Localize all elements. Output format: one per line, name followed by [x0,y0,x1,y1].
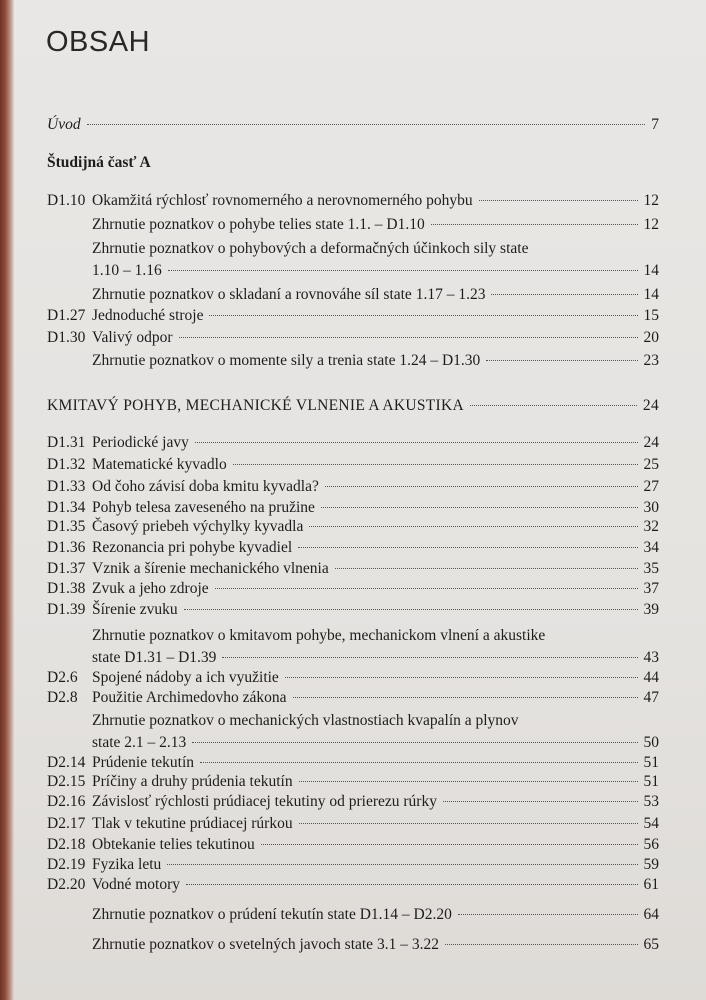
toc-entry-title[interactable]: Zhrnutie poznatkov o kmitavom pohybe, mechanickom vlnení a akustike [92,627,546,644]
dot-leader [87,124,646,125]
toc-entry-number: D2.14 [47,754,86,771]
toc-page-number: 7 [651,116,659,133]
dot-leader [491,294,637,295]
toc-page-number: 30 [643,499,659,516]
page-title: OBSAH [46,26,151,58]
dot-leader [261,844,638,845]
toc-entry-title: Spojené nádoby a ich využitie [92,669,279,686]
toc-entry-label: Úvod [47,116,81,133]
dot-leader [179,337,638,338]
toc-entry-title: Zhrnutie poznatkov o svetelných javoch state 3.1 – 3.22 [92,936,439,953]
dot-leader [431,224,638,225]
toc-entry-title[interactable]: Zhrnutie poznatkov o mechanických vlastnostiach kvapalín a plynov [92,712,519,729]
toc-entry[interactable] [92,815,659,833]
toc-entry-number: D1.33 [47,478,86,495]
toc-page-number: 61 [643,876,659,893]
dot-leader [285,677,638,678]
toc-entry-title: Príčiny a druhy prúdenia tekutín [92,773,293,790]
toc-page-number: 51 [643,773,659,790]
toc-entry[interactable] [92,518,659,536]
toc-entry-number: D1.37 [47,560,86,577]
toc-entry[interactable] [92,478,659,496]
dot-leader [293,697,638,698]
dot-leader [470,405,637,406]
toc-page-number: 39 [643,601,659,618]
toc-entry-title: Od čoho závisí doba kmitu kyvadla? [92,478,319,495]
toc-page-number: 35 [643,560,659,577]
toc-entry-title: Použitie Archimedovho zákona [92,689,287,706]
dot-leader [167,864,637,865]
dot-leader [168,270,638,271]
toc-entry-number: D1.36 [47,539,86,556]
toc-entry-number: D2.17 [47,815,86,832]
toc-entry[interactable] [92,352,659,370]
toc-entry[interactable] [92,601,659,619]
toc-entry-title: Časový priebeh výchylky kyvadla [92,518,304,535]
dot-leader [222,657,637,658]
toc-entry-number: D2.20 [47,876,86,893]
toc-page-number: 37 [643,580,659,597]
toc-entry-number: D2.18 [47,836,86,853]
dot-leader [299,781,638,782]
toc-entry[interactable] [92,286,659,304]
toc-entry[interactable] [92,856,659,874]
toc-entry-intro[interactable] [47,116,659,134]
toc-page-number: 59 [643,856,659,873]
toc-entry-title: Prúdenie tekutín [92,754,195,771]
toc-page-number: 24 [643,434,659,451]
toc-entry[interactable] [92,754,659,772]
toc-entry[interactable] [92,192,659,210]
toc-entry-title: Zhrnutie poznatkov o skladaní a rovnováhe síl state 1.17 – 1.23 [92,286,486,303]
toc-entry[interactable] [92,539,659,557]
toc-page-number: 50 [643,734,659,751]
toc-page-number: 65 [643,936,659,953]
toc-entry-title: Zhrnutie poznatkov o pohybe telies state 1.1. – D1.10 [92,216,425,233]
toc-entry-number: D1.38 [47,580,86,597]
toc-entry-number: D2.19 [47,856,86,873]
dot-leader [192,742,637,743]
dot-leader [233,464,638,465]
chapter-heading: KMITAVÝ POHYB, MECHANICKÉ VLNENIE A AKUSTIKA [47,397,464,414]
toc-entry-number: D2.15 [47,773,86,790]
toc-page-number: 12 [643,192,659,209]
toc-entry-number: D1.31 [47,434,86,451]
toc-entry-chapter[interactable] [47,397,659,415]
toc-page-number: 56 [643,836,659,853]
toc-entry-number: D1.30 [47,329,86,346]
toc-page-number: 34 [643,539,659,556]
dot-leader [335,568,638,569]
toc-entry-title: Šírenie zvuku [92,601,178,618]
toc-entry-number: D1.32 [47,456,86,473]
toc-entry[interactable] [92,434,659,452]
toc-entry-number: D1.27 [47,307,86,324]
toc-entry-title-cont: state 2.1 – 2.13 [92,734,187,751]
toc-entry-continuation[interactable] [92,649,659,667]
toc-entry-continuation[interactable] [92,734,659,752]
toc-entry-number: D1.34 [47,499,86,516]
toc-entry-title: Pohyb telesa zaveseného na pružine [92,499,315,516]
toc-entry-title: Zhrnutie poznatkov o momente sily a trenia state 1.24 – D1.30 [92,352,481,369]
dot-leader [445,944,638,945]
toc-entry[interactable] [92,906,659,924]
dot-leader [186,884,638,885]
toc-entry[interactable] [92,307,659,325]
toc-entry-title: Zhrnutie poznatkov o prúdení tekutín state D1.14 – D2.20 [92,906,452,923]
toc-entry[interactable] [92,216,659,234]
dot-leader [209,315,637,316]
toc-page-number: 32 [643,518,659,535]
toc-entry[interactable] [92,456,659,474]
toc-entry[interactable] [92,669,659,687]
toc-entry-title: Obtekanie telies tekutinou [92,836,255,853]
dot-leader [215,588,638,589]
toc-entry[interactable] [92,793,659,811]
dot-leader [298,547,637,548]
toc-entry-title: Vznik a šírenie mechanického vlnenia [92,560,329,577]
toc-entry[interactable] [92,329,659,347]
toc-entry[interactable] [92,836,659,854]
toc-entry[interactable] [92,689,659,707]
dot-leader [309,526,637,527]
toc-entry-title: Fyzika letu [92,856,162,873]
toc-entry[interactable] [92,876,659,894]
toc-entry-title: Okamžitá rýchlosť rovnomerného a nerovnomerného pohybu [92,192,473,209]
toc-page-number: 47 [643,689,659,706]
toc-entry-title: Periodické javy [92,434,189,451]
toc-entry-title: Jednoduché stroje [92,307,204,324]
part-heading: Študijná časť A [47,154,151,171]
toc-entry-title[interactable]: Zhrnutie poznatkov o pohybových a deformačných účinkoch sily state [92,240,529,257]
dot-leader [299,823,638,824]
toc-entry-number: D2.16 [47,793,86,810]
toc-page-number: 15 [643,307,659,324]
dot-leader [200,762,637,763]
toc-entry[interactable] [92,499,659,517]
toc-page-number: 24 [642,397,659,414]
dot-leader [486,360,637,361]
toc-entry-title: Tlak v tekutine prúdiacej rúrkou [92,815,293,832]
toc-entry-number: D2.6 [47,669,78,686]
toc-entry-number: D2.8 [47,689,78,706]
toc-page-number: 43 [643,649,659,666]
dot-leader [184,609,638,610]
toc-page-number: 25 [643,456,659,473]
toc-entry[interactable] [92,773,659,791]
dot-leader [443,801,638,802]
toc-entry-continuation[interactable] [92,262,659,280]
dot-leader [458,914,638,915]
toc-page-number: 51 [643,754,659,771]
toc-page-number: 54 [643,815,659,832]
toc-entry-title-cont: state D1.31 – D1.39 [92,649,217,666]
toc-page-number: 44 [643,669,659,686]
toc-page-number: 27 [643,478,659,495]
toc-entry-number: D1.10 [47,192,86,209]
toc-entry-number: D1.39 [47,601,86,618]
toc-page-number: 12 [643,216,659,233]
toc-entry-title: Závislosť rýchlosti prúdiacej tekutiny od prierezu rúrky [92,793,437,810]
toc-page-number: 23 [643,352,659,369]
toc-entry-title: Rezonancia pri pohybe kyvadiel [92,539,293,556]
toc-entry-title: Valivý odpor [92,329,173,346]
toc-page-number: 20 [643,329,659,346]
toc-entry-title: Zvuk a jeho zdroje [92,580,209,597]
toc-entry[interactable] [92,936,659,954]
toc-entry-title: Vodné motory [92,876,180,893]
toc-entry[interactable] [92,560,659,578]
toc-page-number: 14 [643,286,659,303]
toc-entry-title: Matematické kyvadlo [92,456,227,473]
toc-entry[interactable] [92,580,659,598]
toc-entry-number: D1.35 [47,518,86,535]
dot-leader [479,200,638,201]
dot-leader [325,486,638,487]
toc-page-number: 64 [643,906,659,923]
toc-entry-title-cont: 1.10 – 1.16 [92,262,162,279]
toc-page-number: 14 [643,262,659,279]
dot-leader [195,442,638,443]
dot-leader [321,507,638,508]
toc-page-number: 53 [643,793,659,810]
